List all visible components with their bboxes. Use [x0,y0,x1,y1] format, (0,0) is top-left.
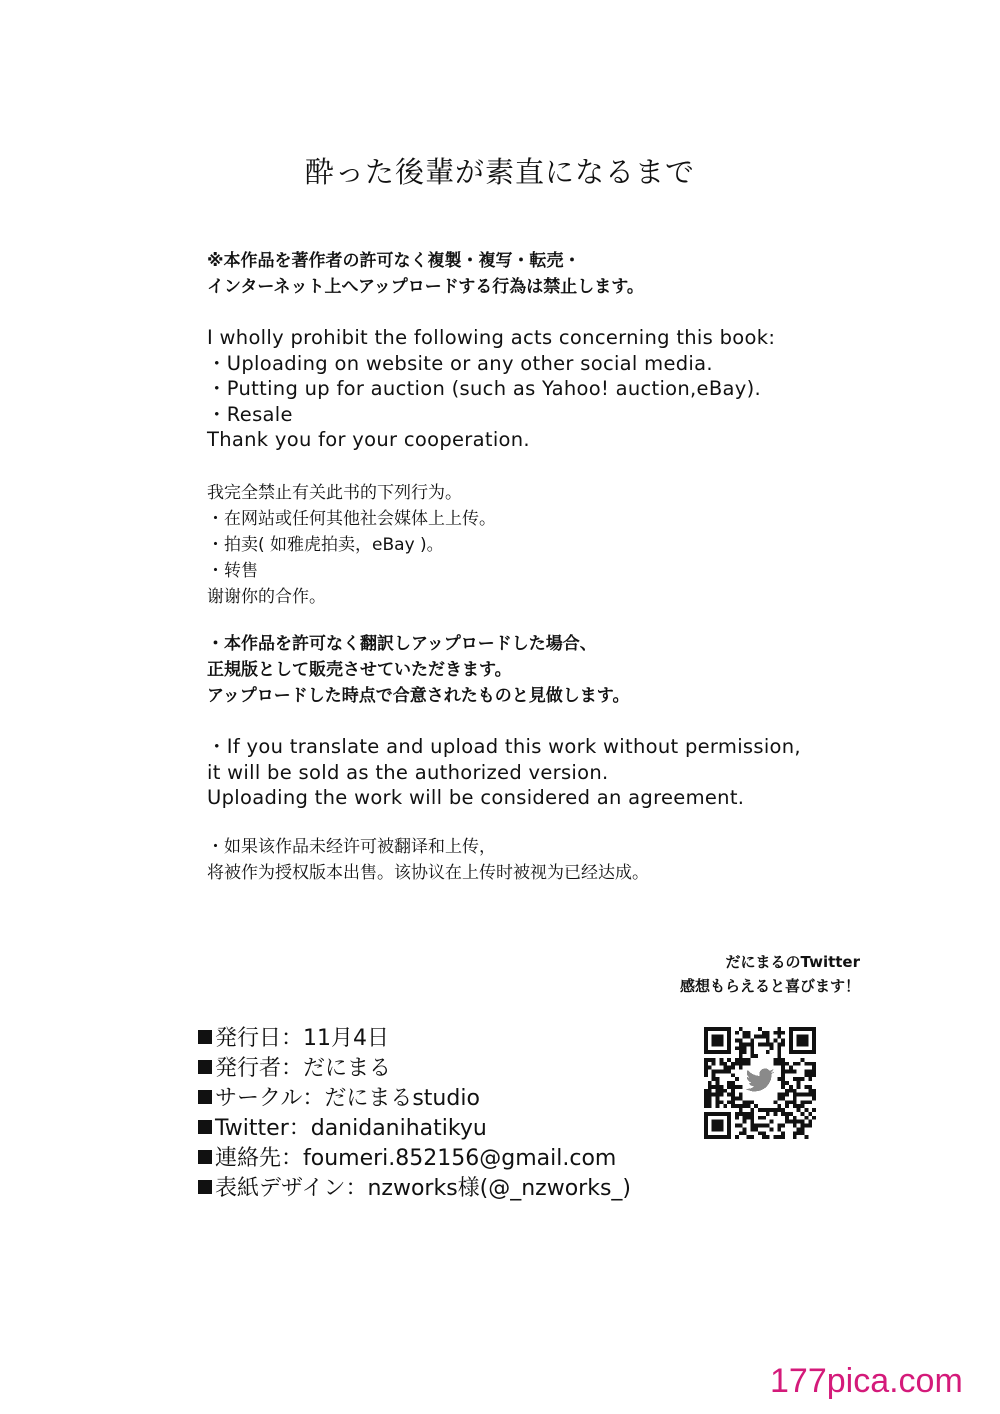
twitter-bird-icon [743,1066,778,1101]
qr-code[interactable] [704,1027,816,1139]
bullet-square-icon [198,1060,212,1074]
info-twitter: Twitter：danidanihatikyu [198,1114,631,1144]
info-cover-design: 表紙デザイン：nzworks様(@_nzworks_) [198,1174,631,1204]
notice-line: I wholly prohibit the following acts concerning this book: [207,326,776,349]
copy-notice-zh [207,480,496,610]
book-title: 酔った後輩が素直になるまで [304,155,695,189]
copy-notice-jp [207,248,644,300]
bullet-square-icon [198,1180,212,1194]
notice-line: ※本作品を著作者の許可なく複製・複写・転売・ [207,251,581,271]
notice-line: ・在网站或任何其他社会媒体上上传。 [207,509,496,529]
notice-line: Thank you for your cooperation. [207,428,530,451]
notice-line: ・如果该作品未经许可被翻译和上传， [207,837,496,857]
translation-notice-en [207,734,801,811]
bullet-square-icon [198,1030,212,1044]
bullet-square-icon [198,1120,212,1134]
twitter-note-line: だにまるのTwitter [725,953,860,971]
info-circle: サークル：だにまるstudio [198,1084,631,1114]
notice-line: ・If you translate and upload this work without permission, [207,735,801,758]
notice-line: ・Putting up for auction (such as Yahoo! auction,eBay). [207,377,762,400]
translation-notice-zh [207,834,649,886]
watermark: 177pica.com [770,1362,963,1400]
notice-line: ・Uploading on website or any other social media. [207,351,713,375]
bullet-square-icon [198,1150,212,1164]
notice-line: 将被作为授权版本出售。该协议在上传时被视为已经达成。 [207,863,649,883]
notice-line: 谢谢你的合作。 [207,587,326,607]
info-issue-date: 発行日：11月4日 [198,1024,631,1054]
info-publisher: 発行者：だにまる [198,1054,631,1084]
publication-info [198,1024,631,1204]
twitter-note-line: 感想もらえると喜びます！ [679,977,860,995]
bullet-square-icon [198,1090,212,1104]
info-contact: 連絡先：foumeri.852156@gmail.com [198,1144,631,1174]
notice-line: ・转售 [207,561,258,581]
notice-line: ・本作品を許可なく翻訳しアップロードした場合、 [207,634,597,654]
notice-line: Uploading the work will be considered an agreement. [207,786,745,809]
copy-notice-en [207,325,775,453]
notice-line: ・Resale [207,402,293,426]
notice-line: アップロードした時点で合意されたものと見做します。 [207,686,630,706]
notice-line: 我完全禁止有关此书的下列行为。 [207,483,462,503]
notice-line: 正規版として販売させていただきます。 [207,660,512,680]
notice-line: ・拍卖( 如雅虎拍卖，eBay )。 [207,535,444,555]
notice-line: it will be sold as the authorized version. [207,760,609,784]
twitter-note [640,950,860,998]
translation-notice-jp [207,631,629,709]
notice-line: インターネット上へアップロードする行為は禁止します。 [207,277,644,297]
